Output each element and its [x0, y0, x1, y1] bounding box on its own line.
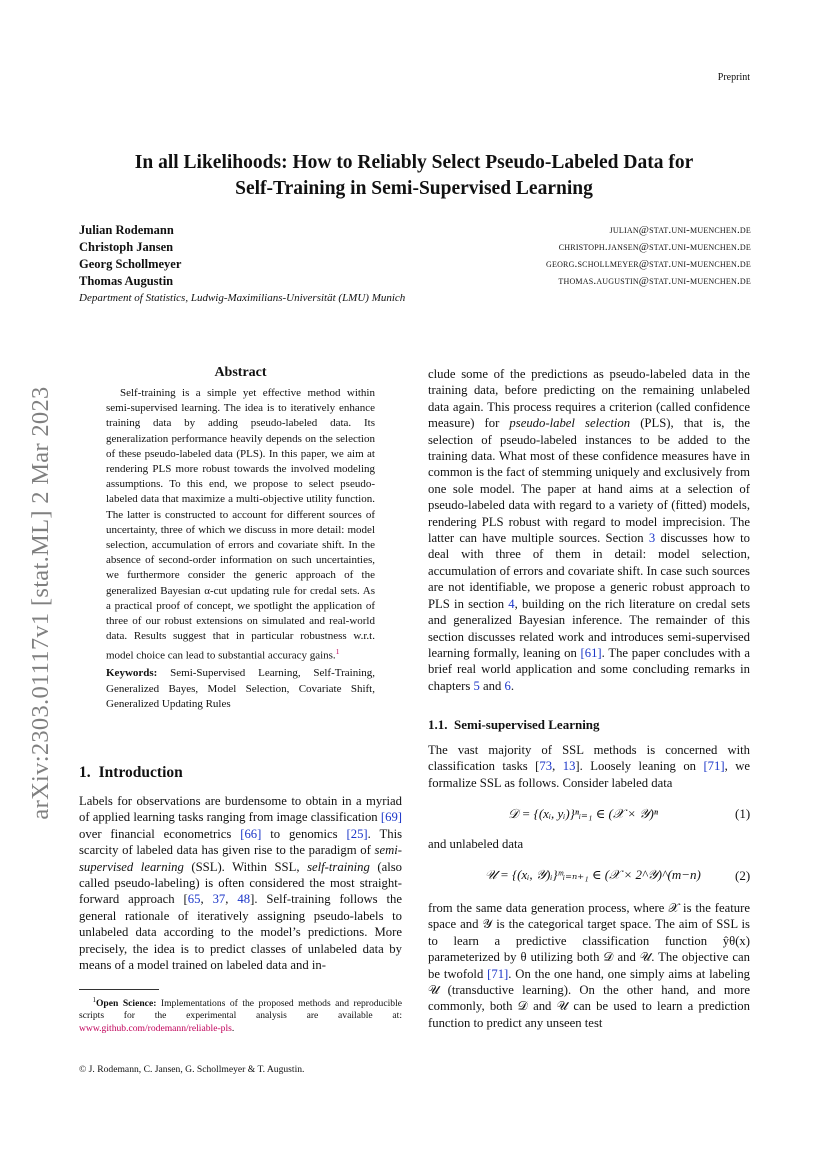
author-name: Thomas Augustin: [79, 274, 174, 288]
citation-link[interactable]: [61]: [580, 645, 602, 660]
section-link[interactable]: 6: [504, 678, 511, 693]
equation-1: 𝒟 = {(xᵢ, yᵢ)}ⁿᵢ₌₁ ∈ (𝒳 × 𝒴)ⁿ: [508, 806, 658, 821]
author-row: [79, 256, 751, 273]
citation-link[interactable]: [66]: [240, 826, 262, 841]
title-line-1: In all Likelihoods: How to Reliably Select Pseudo-Labeled Data for: [134, 152, 694, 173]
author-email[interactable]: christoph.jansen@stat.uni-muenchen.de: [558, 241, 751, 253]
keywords: [106, 666, 375, 712]
keywords-list: Semi-Supervised Learning, Self-Training, Generalized Bayes, Model Selection, Covariate Shift, Generalized Updating Rules: [106, 667, 375, 710]
abstract-body: Self-training is a simple yet effective method within semi-supervised learning. The idea is to iteratively enhance training data by adding pseudo-labeled data. Its generalization performance heavily depends on the selection of these pseudo-labeled data (PLS). In this paper, we aim at rendering PLS more robust towards the involved modeling assumptions. To this end, we propose to select pseudo-labeled data that maximize a multi-objective utility function. The latter is constructed to account for different sources of uncertainty, three of which we discuss in more detail: model selection, accumulation of errors and covariate shift. In the absence of second-order information on such uncertainties, we furthermore consider the generic approach of the generalized Bayesian α-cut updating rule for credal sets. As a practical proof of concept, we spotlight the application of three of our robust extensions on simulated and real-world data. Results suggest that in particular robustness w.r.t. model choice can lead to substantial accuracy gains.$^1$: [106, 387, 375, 663]
preprint-label: Preprint: [717, 72, 750, 83]
footnote-divider: [79, 989, 159, 990]
author-block: [79, 222, 751, 307]
citation-link[interactable]: 73: [539, 759, 553, 774]
ssl-paragraph: The vast majority of SSL methods is concerned with classification tasks [73, 13]. Loosely leaning on [71], we formalize SSL as follows. Consider labeled data: [428, 743, 750, 790]
arxiv-stamp: [16, 348, 66, 858]
citation-link[interactable]: 13: [562, 759, 576, 774]
citation-link[interactable]: 48: [237, 892, 251, 907]
footnote-ref[interactable]: 1: [335, 647, 340, 657]
abstract-heading: Abstract: [214, 365, 267, 380]
footnote: $^1$Open Science: Implementations of the proposed methods and reproducible scripts for the experimental analysis are available at: www.github.com/rodemann/reliable-pls.: [79, 996, 402, 1034]
arxiv-stamp-text: arXiv:2303.01117v1 [stat.ML] 2 Mar 2023: [27, 386, 54, 820]
keywords-label: Keywords:: [106, 667, 158, 680]
citation-link[interactable]: [71]: [703, 759, 725, 774]
author-name: Georg Schollmeyer: [79, 257, 182, 271]
equation-lead-in: and unlabeled data: [428, 837, 524, 851]
author-row: [79, 222, 751, 239]
author-row: [79, 273, 751, 290]
ssl-objective-paragraph: from the same data generation process, where 𝒳 is the feature space and 𝒴 is the categorical target space. The aim of SSL is to learn a predictive classification function ŷθ(x) parameterized by θ utilizing both 𝒟 and 𝒰. The objective can be twofold [71]. On the one hand, one simply aims at labeling 𝒰 (transductive learning). On the other hand, and more commonly, both 𝒟 and 𝒰 can be used to learn a prediction function to predict any unseen test: [428, 901, 751, 1030]
subsection-heading-ssl: 1.1. Semi-supervised Learning: [428, 717, 600, 732]
intro-paragraph-continued: clude some of the predictions as pseudo-labeled data in the training data, before predicting on the remaining unlabeled data again. This process requires a criterion (called confidence measure) for pseudo-label selection (PLS), that is, the selection of pseudo-labeled instances to be added to the training data. What most of these confidence measures have in common is the fact of stemming uniquely and exclusively from one sole model. The paper at hand aims at a selection of pseudo-labeled data with regard to a variety of (fitted) models, rendering PLS robust with regard to model imprecision. The latter can have multiple sources. Section 3 discusses how to deal with three of them in detail: model selection, accumulation of errors and covariate shift. In case such sources are not identifiable, we propose a generic robust approach to PLS in section 4, building on the rich literature on credal sets and generalized Bayesian inference. The remainder of this section discusses related work and introduces semi-supervised learning formally, leaning on [61]. The paper concludes with a brief real world application and some concluding remarks in chapters 5 and 6.: [428, 367, 751, 693]
equation-number: (1): [735, 806, 751, 821]
github-link[interactable]: www.github.com/rodemann/reliable-pls: [79, 1022, 232, 1034]
author-email[interactable]: julian@stat.uni-muenchen.de: [609, 224, 751, 236]
copyright-line: © J. Rodemann, C. Jansen, G. Schollmeyer & T. Augustin.: [79, 1064, 305, 1075]
author-email[interactable]: georg.schollmeyer@stat.uni-muenchen.de: [546, 258, 751, 270]
section-link[interactable]: 3: [648, 531, 656, 546]
equation-2: 𝒰 = {(xᵢ, 𝒴)ᵢ}ᵐᵢ₌ₙ₊₁ ∈ (𝒳 × 2^𝒴)^(m−n): [485, 867, 701, 882]
author-email[interactable]: thomas.augustin@stat.uni-muenchen.de: [558, 275, 751, 287]
title-line-2: Self-Training in Semi-Supervised Learning: [235, 178, 593, 199]
citation-link[interactable]: [69]: [380, 810, 403, 825]
citation-link[interactable]: [71]: [487, 966, 509, 981]
intro-paragraph: Labels for observations are burdensome to obtain in a myriad of applied learning tasks ranging from image classification [69] over financial econometrics [66] to genomics [25]. This scarcity of labeled data has given rise to the paradigm of semi-supervised learning (SSL). Within SSL, self-training (also called pseudo-labeling) is often considered the most straight-forward approach [65, 37, 48]. Self-training follows the general rationale of iteratively assigning pseudo-labels to unlabeled data according to the model’s predictions. More precisely, the idea is to predict classes of unlabeled data by means of a model trained on labeled data and in-: [79, 794, 403, 973]
equation-number: (2): [735, 868, 751, 883]
abstract: [106, 364, 375, 712]
author-name: Christoph Jansen: [79, 240, 174, 254]
author-row: [79, 239, 751, 256]
author-name: Julian Rodemann: [79, 223, 174, 237]
citation-link[interactable]: [25]: [346, 826, 368, 841]
section-heading-introduction: 1. Introduction: [79, 764, 183, 781]
citation-link[interactable]: 65: [187, 892, 201, 907]
affiliation: Department of Statistics, Ludwig-Maximilians-Universität (LMU) Munich: [79, 292, 406, 304]
section-link[interactable]: 4: [508, 596, 515, 611]
paper-title: [60, 150, 768, 202]
citation-link[interactable]: 37: [212, 892, 226, 907]
section-link[interactable]: 5: [473, 678, 480, 693]
